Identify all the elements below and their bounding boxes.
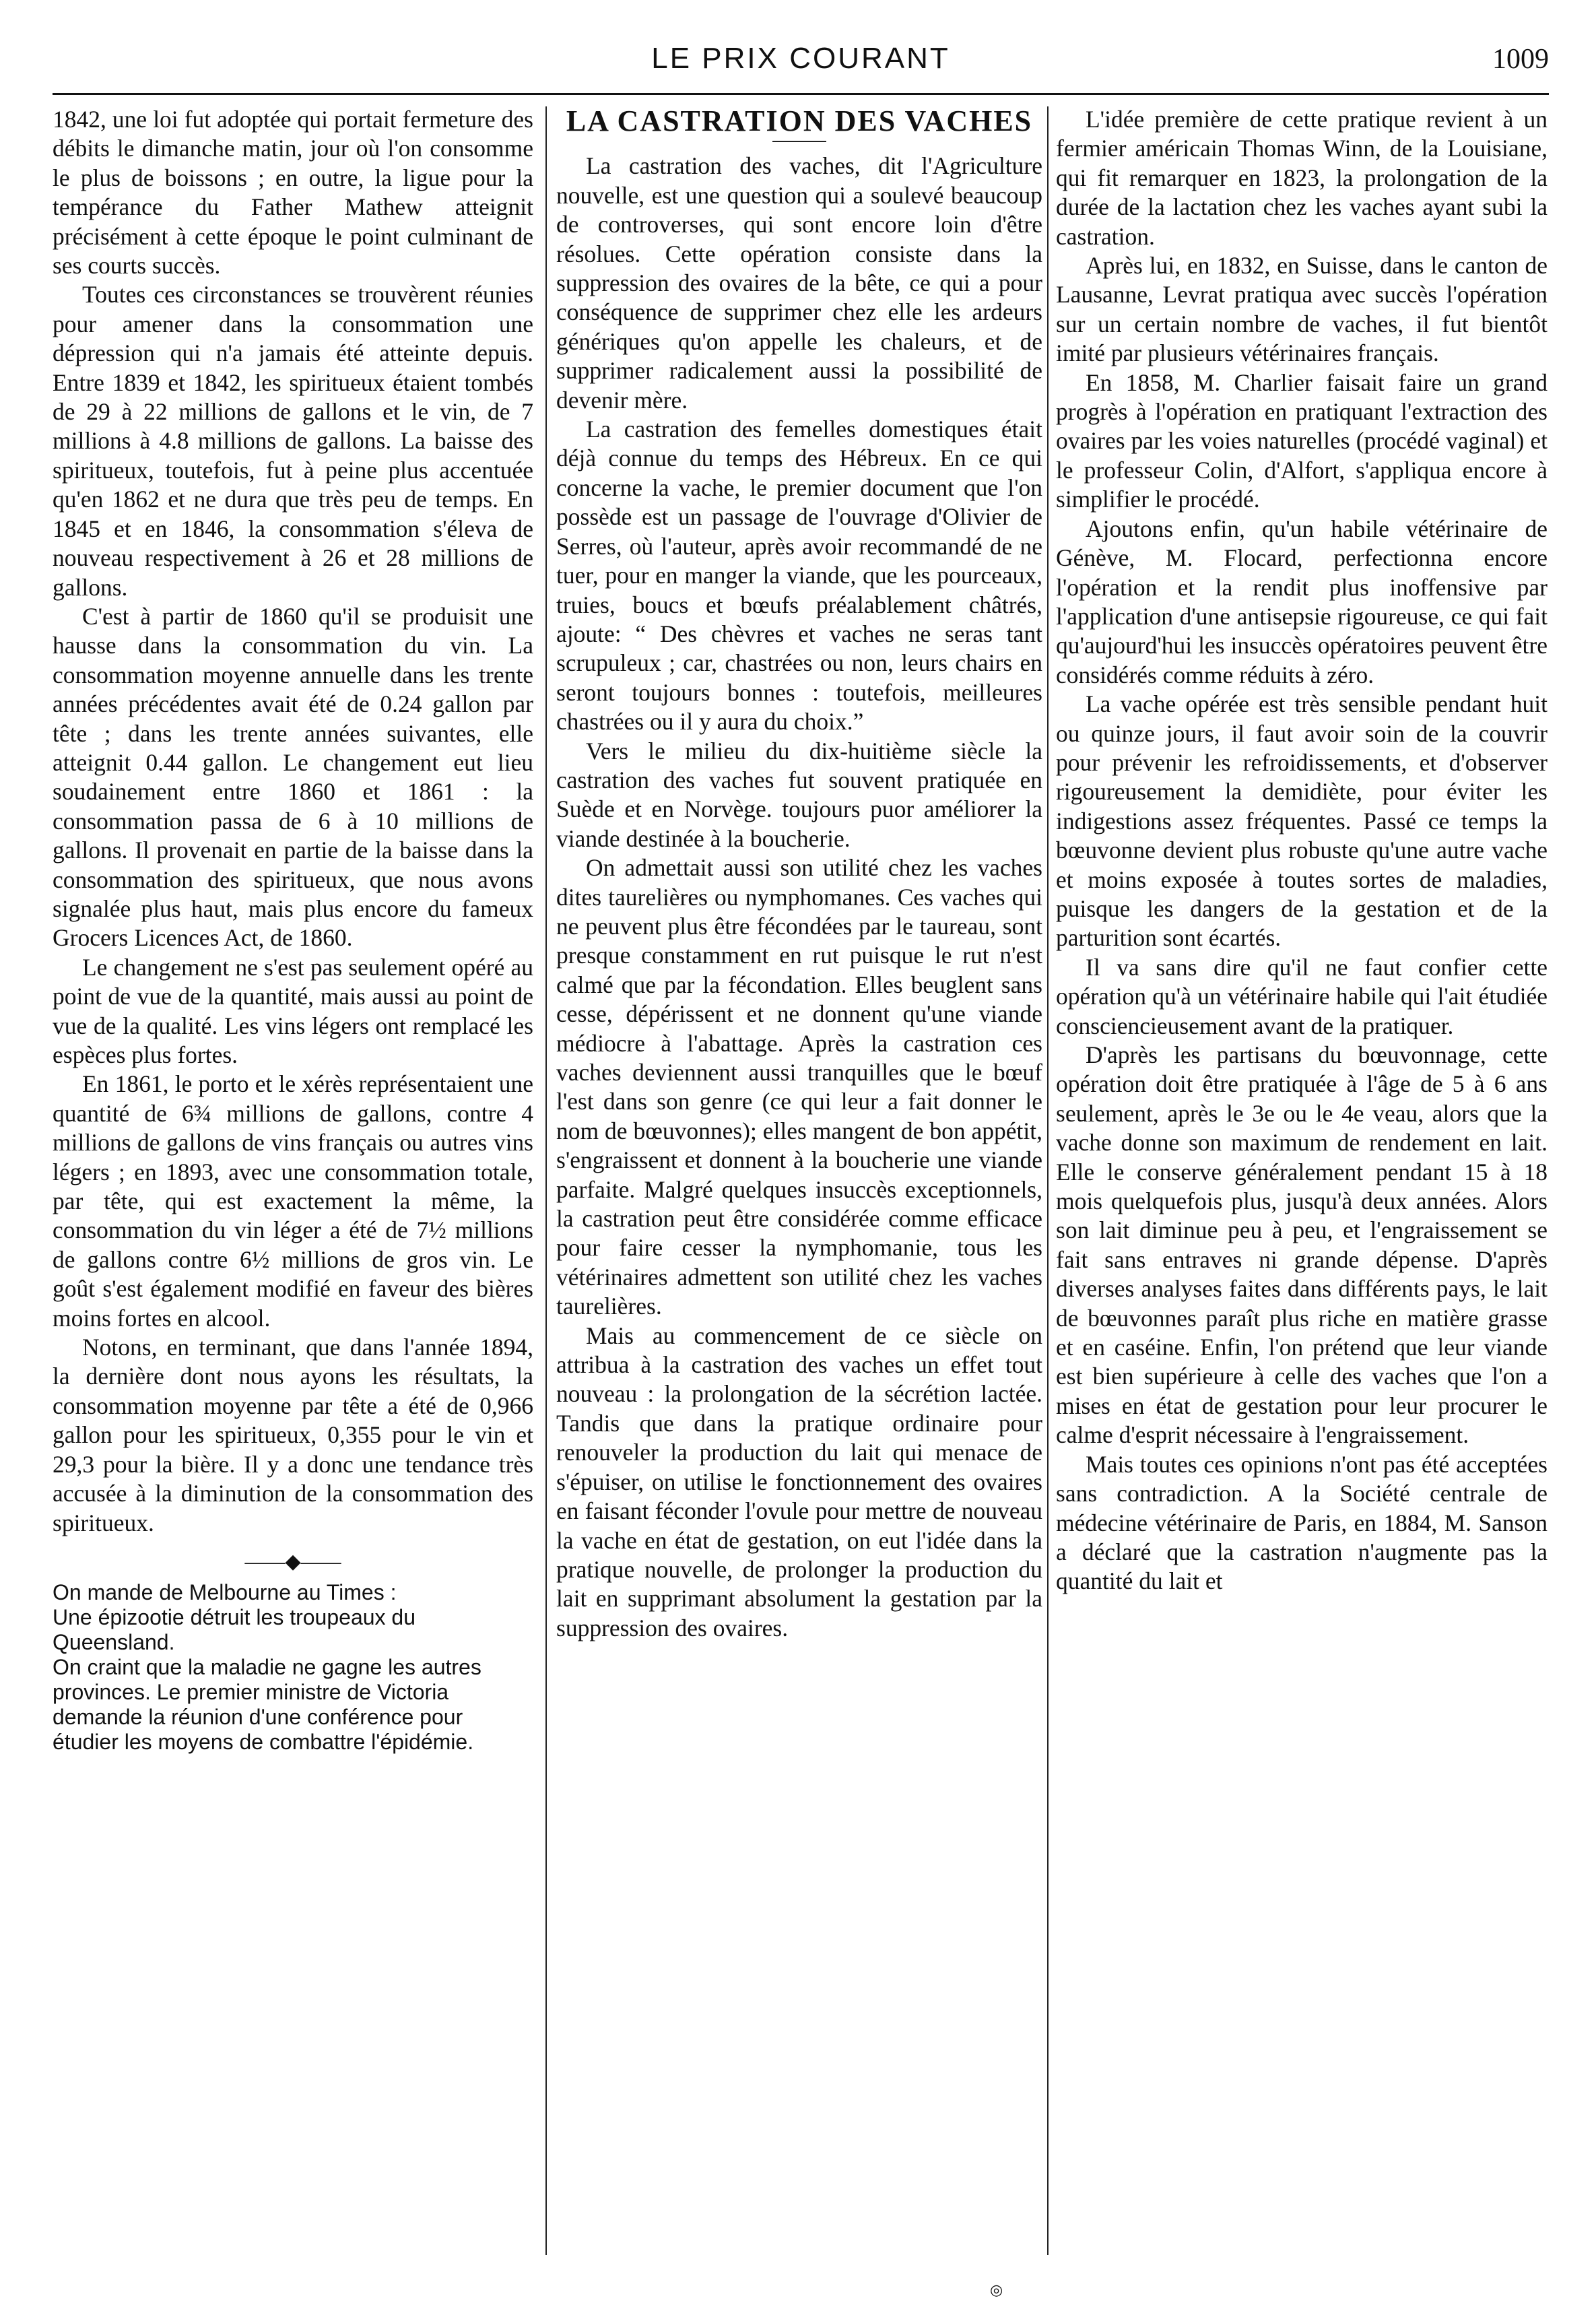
article-paragraph: En 1858, M. Charlier faisait faire un grand progrès à l'opération en pratiquant l'extraction des ovaires par les voies naturelles (procédé vaginal) et le professeur Colin, d'Alfort, s'appliqua encore à simplifier le procédé. — [1056, 368, 1548, 513]
news-line: Une épizootie détruit les troupeaux du Queensland. — [53, 1605, 416, 1655]
news-line: On mande de Melbourne au Times : — [53, 1580, 397, 1605]
header-rule — [53, 93, 1549, 95]
article-paragraph: Notons, en terminant, que dans l'année 1894, la dernière dont nous ayons les résultats, la consommation moyenne par tête a été de 0,966 gallon pour les spiritueux, 0,355 pour le vin et 29,3 pour la bière. Il y a donc une tendance très accusée à la diminution de la consommation des spiritueux. — [53, 1334, 533, 1536]
article-paragraph: 1842, une loi fut adoptée qui portait fermeture des débits le dimanche matin, jour où l'on consomme le plus de boissons ; en outre, la ligue pour la tempérance du Father Mathew atteignit précisément à cette époque le point culminant de ses courts succès. — [53, 106, 533, 280]
article-paragraph: C'est à partir de 1860 qu'il se produisit une hausse dans la consommation du vin. La consommation moyenne annuelle dans les trente années précédentes avait été de 0.24 gallon par tête ; dans les trente années suivantes, elle atteignit 0.44 gallon. Le changement eut lieu soudainement entre 1860 et 1861 : la consommation passa de 6 à 10 millions de gallons. Il provenait en partie de la baisse dans la consommation des spiritueux, que nous avons signalée plus haut, mais plus encore du fameux Grocers Licences Act, de 1860. — [53, 602, 533, 952]
news-brief — [53, 1580, 533, 1755]
article-paragraph: D'après les partisans du bœuvonnage, cette opération doit être pratiquée à l'âge de 5 à 6 ans seulement, après le 3e ou le 4e veau, alors que la vache donne son maximum de rendement en lait. Elle le conserve généralement pendant 15 à 18 mois quelquefois plus, jusqu'à deux années. Alors son lait diminue peu à peu, et l'engraissement se fait sans entraves ni grande dépense. D'après diverses analyses faites dans différents pays, le lait de bœuvonnes paraît plus riche en matière grasse et en caséine. Enfin, l'on prétend que leur viande est bien supérieure à celle des vaches que l'on a mises en état de gestation pour leur procurer le calme d'esprit nécessaire à l'engraissement. — [1056, 1041, 1548, 1449]
title-rule — [772, 141, 826, 142]
article-title: LA CASTRATION DES VACHES — [566, 105, 1033, 137]
article-paragraph: La vache opérée est très sensible pendant huit ou quinze jours, il faut avoir soin de la couvrir pour prévenir les refroidissements, et d'observer rigoureusement la demidiète, pour éviter les indigestions assez fréquentes. Passé ce temps la bœuvonne devient plus robuste qu'une autre vache et moins exposée à toutes sortes de maladies, puisque les dangers de la gestation et de la parturition sont écartés. — [1056, 690, 1548, 952]
column-3 — [1056, 105, 1548, 2260]
column-2 — [556, 105, 1042, 2260]
running-title: LE PRIX COURANT — [651, 42, 950, 75]
article-paragraph: La castration des vaches, dit l'Agriculture nouvelle, est une question qui a soulevé beaucoup de controverses, qui sont encore loin d'être résolues. Cette opération consiste dans la suppression des ovaires de la bête, ce qui a pour conséquence de supprimer chez elle les ardeurs génériques qu'on appelle les chaleurs, et de supprimer radicalement aussi la possibilité de devenir mère. — [556, 152, 1042, 414]
column-divider — [545, 106, 547, 2255]
article-paragraph: La castration des femelles domestiques était déjà connue du temps des Hébreux. En ce qui concerne la vache, le premier document que l'on possède est un passage de l'ouvrage d'Olivier de Serres, où l'auteur, après avoir recommandé de ne tuer, pour en manger la viande, que les pourceaux, truies, boucs et bœufs préalablement châtrés, ajoute: “ Des chèvres et vaches ne seras tant scrupuleux ; car, chastrées ou non, leurs chairs en seront toujours bonnes : toutefois, meilleures chastrées ou il y aura du choix.” — [556, 416, 1042, 736]
page-header — [53, 42, 1549, 82]
footer-mark: ◎ — [990, 2282, 1003, 2299]
article-paragraph: Toutes ces circonstances se trouvèrent réunies pour amener dans la consommation une dépression qui n'a jamais été atteinte depuis. Entre 1839 et 1842, les spiritueux étaient tombés de 29 à 22 millions de gallons et le vin, de 7 millions à 4.8 millions de gallons. La baisse des spiritueux, toutefois, fut à peine plus accentuée qu'en 1862 et ne dura que très peu de temps. En 1845 et en 1846, la consommation s'éleva de nouveau respectivement à 26 et 28 millions de gallons. — [53, 281, 533, 601]
column-1 — [53, 105, 533, 2260]
article-paragraph: Mais toutes ces opinions n'ont pas été acceptées sans contradiction. A la Société centrale de médecine vétérinaire de Paris, en 1884, M. Sanson a déclaré que la castration n'augmente pas la quantité du lait et — [1056, 1450, 1548, 1595]
article-paragraph: Le changement ne s'est pas seulement opéré au point de vue de la quantité, mais aussi au point de vue de la qualité. Les vins légers ont remplacé les espèces plus fortes. — [53, 953, 533, 1068]
article-paragraph: Ajoutons enfin, qu'un habile vétérinaire de Génève, M. Flocard, perfectionna encore l'opération et la rendit plus inoffensive par l'application d'une antisepsie rigoureuse, ce qui fait qu'aujourd'hui les insuccès opératoires peuvent être considérés comme réduits à zéro. — [1056, 515, 1548, 688]
article-paragraph: En 1861, le porto et le xérès représentaient une quantité de 6¾ millions de gallons, contre 4 millions de gallons de vins français ou autres vins légers ; en 1893, avec une consommation totale, par tête, qui est exactement la même, la consommation du vin léger a été de 7½ millions de gallons contre 6½ millions de gros vin. Le goût s'est également modifié en faveur des bières moins fortes en alcool. — [53, 1070, 533, 1332]
article-paragraph: On admettait aussi son utilité chez les vaches dites taurelières ou nymphomanes. Ces vaches qui ne peuvent plus être fécondées par le taureau, sont presque constamment en rut puisque le rut n'est calmé que par la fécondation. Elles beuglent sans cesse, dépérissent et ne donnent qu'une viande médiocre à l'abattage. Après la castration ces vaches deviennent aussi tranquilles que le bœuf l'est dans son genre (ce qui leur a fait donner le nom de bœuvonnes); elles mangent de bon appétit, s'engraissent et donnent à la boucherie une viande parfaite. Malgré quelques insuccès exceptionnels, la castration peut être considérée comme efficace pour faire cesser la nymphomanie, tous les vétérinaires admettent son utilité chez les vaches taurelières. — [556, 854, 1042, 1320]
article-paragraph: Après lui, en 1832, en Suisse, dans le canton de Lausanne, Levrat pratiqua avec succès l'opération sur un certain nombre de vaches, il fut bientôt imité par plusieurs vétérinaires français. — [1056, 252, 1548, 367]
article-paragraph: L'idée première de cette pratique revient à un fermier américain Thomas Winn, de la Louisiane, qui fit remarquer en 1823, la prolongation de la durée de la lactation chez les vaches ayant subi la castration. — [1056, 106, 1548, 250]
article-paragraph: Vers le milieu du dix-huitième siècle la castration des vaches fut souvent pratiquée en Suède et en Norvège. toujours puor améliorer la viande destinée à la boucherie. — [556, 737, 1042, 852]
article-paragraph: Il va sans dire qu'il ne faut confier cette opération qu'à un vétérinaire habile qui l'ait étudiée consciencieusement avant de la pratiquer. — [1056, 953, 1548, 1039]
page-number: 1009 — [1492, 44, 1549, 75]
article-paragraph: Mais au commencement de ce siècle on attribua à la castration des vaches un effet tout nouveau : la prolongation de la sécrétion lactée. Tandis que dans la pratique ordinaire pour renouveler la production du lait qui menace de s'épuiser, on utilise le fonctionnement des ovaires en faisant féconder l'ovule pour mettre de nouveau la vache en état de gestation, on eut l'idée dans la pratique nouvelle, de prolonger la production du lait en supprimant absolument la gestation par la suppression des ovaires. — [556, 1322, 1042, 1641]
column-divider — [1047, 106, 1049, 2255]
news-line: On craint que la maladie ne gagne les autres provinces. Le premier ministre de Victoria demande la réunion d'une conférence pour étudier les moyens de combattre l'épidémie. — [53, 1655, 481, 1755]
section-ornament: ——◆—— — [244, 1550, 341, 1573]
